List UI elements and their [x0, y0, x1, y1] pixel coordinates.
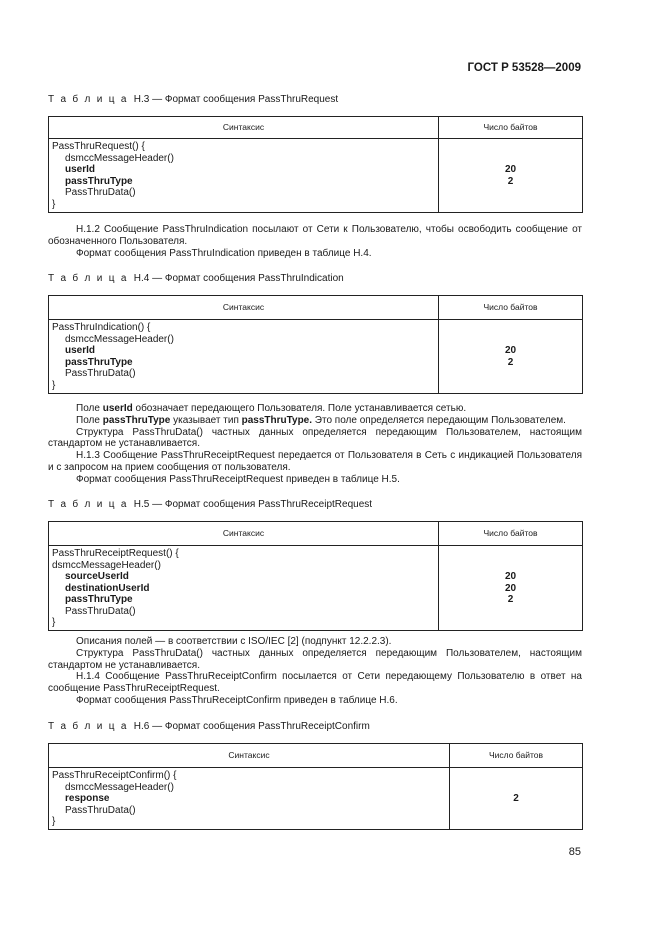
syntax-close: } — [52, 379, 56, 391]
column-header-syntax: Синтаксис — [49, 522, 439, 546]
syntax-cell — [49, 546, 439, 631]
bytes-cell — [439, 546, 583, 631]
bytes-value: 2 — [507, 356, 514, 368]
table-caption-h3 — [48, 94, 338, 106]
syntax-line: response — [65, 793, 110, 804]
syntax-line: passThruType — [65, 175, 133, 187]
table-h3 — [48, 116, 583, 213]
table-caption-h4 — [48, 273, 344, 285]
bytes-value: 20 — [504, 582, 517, 594]
paragraph-fields: Описания полей — в соответствии с ISO/IEC [2] (подпункт 12.2.2.3). — [76, 636, 392, 647]
table-h4 — [48, 295, 583, 394]
bytes-cell — [450, 768, 583, 830]
bytes-value — [439, 153, 582, 165]
bytes-value: 2 — [507, 175, 514, 187]
table-caption-h6 — [48, 721, 370, 733]
syntax-line: dsmccMessageHeader() — [52, 559, 161, 571]
bytes-value: 20 — [504, 164, 517, 175]
syntax-open: PassThruReceiptRequest() { — [52, 548, 179, 559]
syntax-line: dsmccMessageHeader() — [65, 152, 174, 164]
paragraph-h12-format: Формат сообщения PassThruIndication приведен в таблице Н.4. — [76, 247, 372, 259]
bytes-value — [439, 606, 582, 618]
syntax-cell — [49, 768, 450, 830]
paragraph-structure-2: Структура PassThruData() частных данных определяется передающим Пользователем, настоящим стандартом не устанавливается. — [48, 647, 582, 671]
bytes-value: 2 — [513, 793, 519, 804]
paragraph-h12: Н.1.2 Сообщение PassThruIndication посылают от Сети к Пользователю, чтобы освободить сообщение от обозначенного Пользователя. — [48, 224, 582, 247]
syntax-open: PassThruRequest() { — [52, 141, 145, 152]
page-number: 85 — [568, 846, 581, 858]
syntax-line: dsmccMessageHeader() — [65, 333, 174, 345]
paragraph-passthrutype: Поле passThruType указывает тип passThruType. Это поле определяется передающим Пользователем. — [76, 414, 566, 426]
paragraph-block-1 — [48, 224, 582, 259]
syntax-cell — [49, 139, 439, 213]
syntax-line: PassThruData() — [65, 804, 136, 816]
document-standard-number: ГОСТ Р 53528—2009 — [467, 62, 581, 74]
syntax-line: userId — [65, 345, 96, 356]
caption-prefix: Т а б л и ц а — [48, 499, 129, 510]
syntax-open: PassThruIndication() { — [52, 322, 151, 333]
paragraph-h14: Н.1.4 Сообщение PassThruReceiptConfirm посылается от Сети передающему Пользователю в ответ на сообщение PassThruReceiptRequest. — [48, 671, 582, 695]
paragraph-userid: Поле userId обозначает передающего Пользователя. Поле устанавливается сетью. — [76, 403, 467, 414]
syntax-line: passThruType — [65, 594, 133, 605]
paragraph-block-3 — [48, 636, 582, 707]
bytes-value: 20 — [504, 571, 517, 582]
column-header-bytes: Число байтов — [439, 522, 583, 546]
caption-text: Н.5 — Формат сообщения PassThruReceiptRequest — [133, 499, 373, 510]
syntax-open: PassThruReceiptConfirm() { — [52, 770, 177, 781]
bytes-value — [439, 187, 582, 199]
column-header-syntax: Синтаксис — [49, 296, 439, 320]
syntax-cell — [49, 320, 439, 394]
table-h6 — [48, 743, 583, 830]
syntax-line: userId — [65, 164, 96, 175]
bytes-value — [439, 334, 582, 346]
caption-text: Н.6 — Формат сообщения PassThruReceiptConfirm — [133, 721, 370, 732]
paragraph-h14-format: Формат сообщения PassThruReceiptConfirm приведен в таблице Н.6. — [76, 694, 398, 706]
syntax-line: destinationUserId — [65, 582, 150, 594]
syntax-line: PassThruData() — [65, 368, 136, 379]
syntax-close: } — [52, 816, 56, 827]
bytes-value: 2 — [507, 594, 514, 605]
caption-prefix: Т а б л и ц а — [48, 721, 129, 732]
bytes-value: 20 — [504, 345, 517, 356]
paragraph-structure-1: Структура PassThruData() частных данных определяется передающим Пользователем, настоящим стандартом не устанавливается. — [48, 426, 582, 450]
caption-prefix: Т а б л и ц а — [48, 273, 129, 284]
bytes-value — [439, 368, 582, 380]
syntax-line: sourceUserId — [65, 571, 129, 582]
syntax-line: passThruType — [65, 356, 133, 368]
syntax-close: } — [52, 617, 56, 628]
bytes-cell — [439, 320, 583, 394]
bytes-value — [450, 782, 582, 794]
bytes-value — [450, 805, 582, 817]
caption-text: Н.4 — Формат сообщения PassThruIndication — [133, 273, 344, 284]
column-header-syntax: Синтаксис — [49, 744, 450, 768]
table-caption-h5 — [48, 499, 372, 511]
syntax-line: PassThruData() — [65, 605, 136, 617]
caption-prefix: Т а б л и ц а — [48, 94, 129, 105]
bytes-cell — [439, 139, 583, 213]
column-header-bytes: Число байтов — [450, 744, 583, 768]
paragraph-h13: Н.1.3 Сообщение PassThruReceiptRequest передается от Пользователя в Сеть с индикацией Пользователя и с запросом на прием сообщения от пользователя. — [48, 450, 582, 473]
syntax-line: dsmccMessageHeader() — [65, 781, 174, 793]
column-header-bytes: Число байтов — [439, 296, 583, 320]
paragraph-block-2 — [48, 403, 582, 486]
column-header-bytes: Число байтов — [439, 117, 583, 139]
column-header-syntax: Синтаксис — [49, 117, 439, 139]
syntax-line: PassThruData() — [65, 187, 136, 198]
caption-text: Н.3 — Формат сообщения PassThruRequest — [133, 94, 339, 105]
table-h5 — [48, 521, 583, 631]
syntax-close: } — [52, 198, 56, 210]
paragraph-h13-format: Формат сообщения PassThruReceiptRequest приведен в таблице Н.5. — [76, 473, 400, 485]
